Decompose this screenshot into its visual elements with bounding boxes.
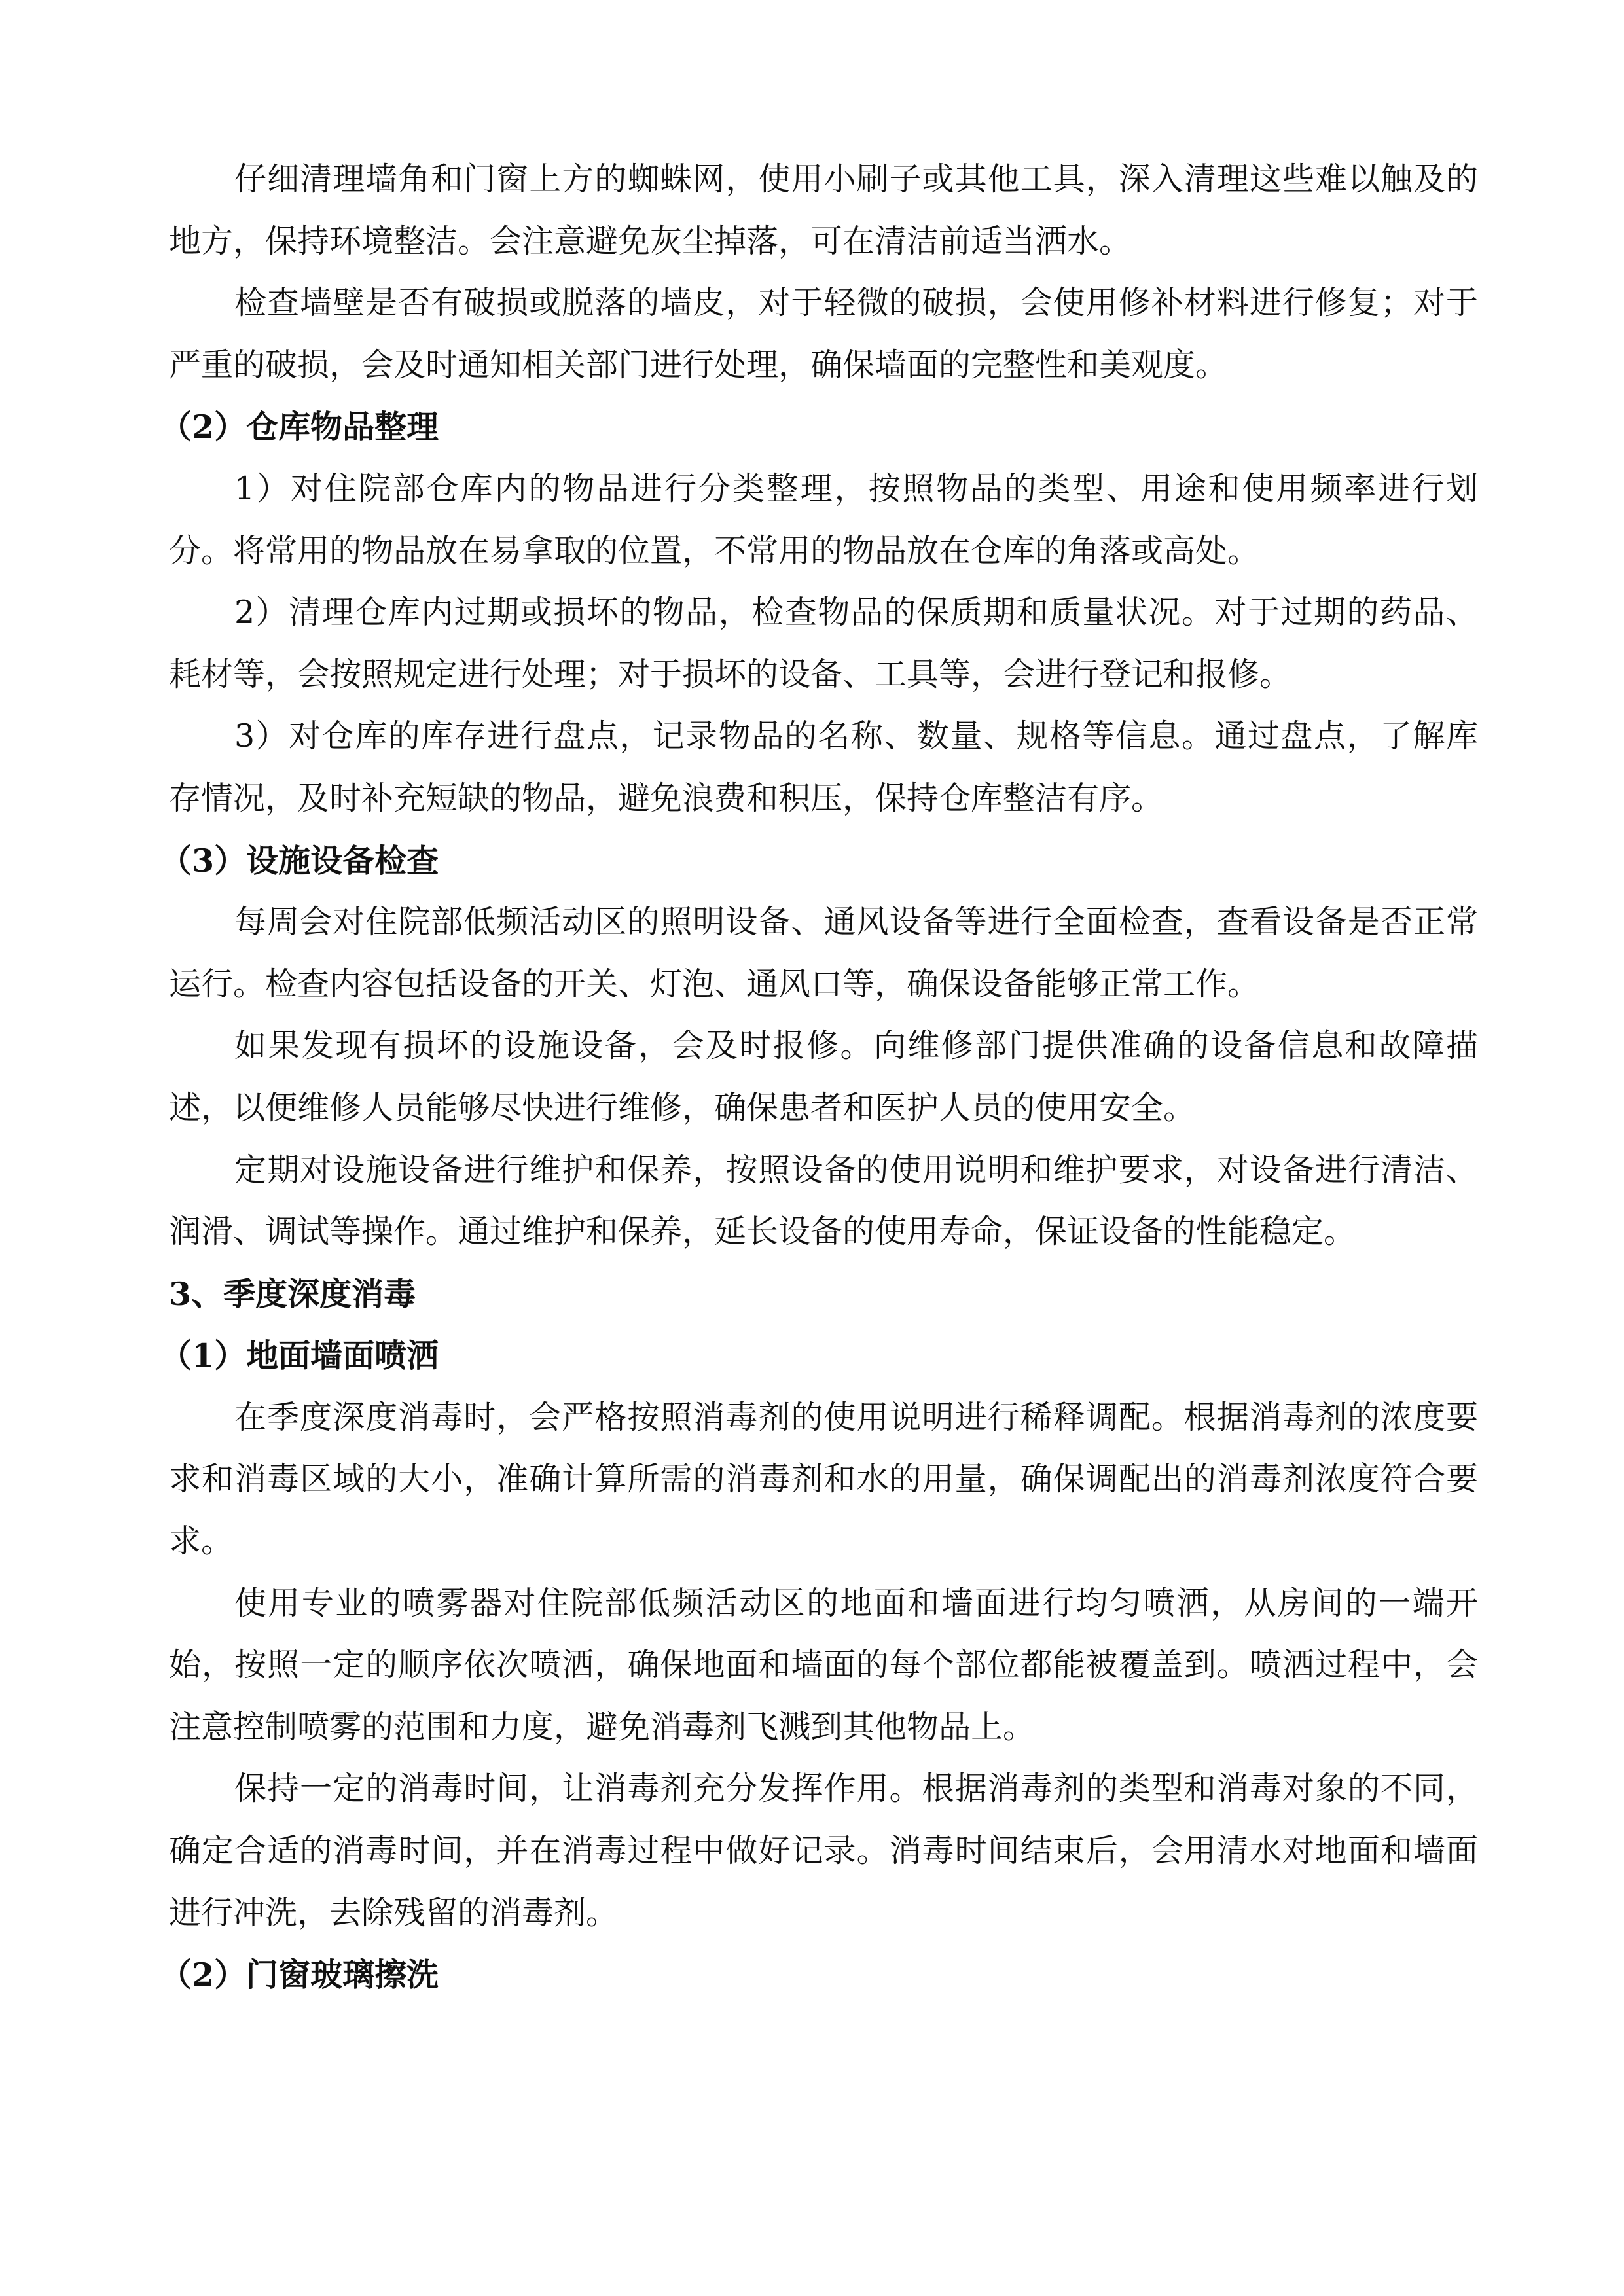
paragraph [169,272,1478,396]
paragraph-line: 润滑、调试等操作。通过维护和保养，延长设备的使用寿命，保证设备的性能稳定。 [169,1213,1356,1251]
paragraph [169,706,1478,829]
paragraph-line: 耗材等，会按照规定进行处理；对于损坏的设备、工具等，会进行登记和报修。 [169,655,1292,693]
paragraph-line: 如果发现有损坏的设施设备，会及时报修。向维修部门提供准确的设备信息和故障描 [234,1027,1478,1065]
paragraph-line: 地方，保持环境整洁。会注意避免灰尘掉落，可在清洁前适当洒水。 [169,222,1132,260]
paragraph-line: 运行。检查内容包括设备的开关、灯泡、通风口等，确保设备能够正常工作。 [169,965,1260,1003]
paragraph-line: 进行冲洗，去除残留的消毒剂。 [169,1893,619,1931]
paragraph [169,1015,1478,1139]
paragraph-line: 每周会对住院部低频活动区的照明设备、通风设备等进行全面检查，查看设备是否正常 [234,903,1478,941]
paragraph-line: 检查墙壁是否有破损或脱落的墙皮，对于轻微的破损，会使用修补材料进行修复；对于 [234,284,1478,322]
paragraph-line: 保持一定的消毒时间，让消毒剂充分发挥作用。根据消毒剂的类型和消毒对象的不同， [234,1770,1478,1808]
paragraph [169,891,1478,1015]
paragraph-line: 3）对仓库的库存进行盘点，记录物品的名称、数量、规格等信息。通过盘点，了解库 [234,717,1478,755]
paragraph-line: 2）清理仓库内过期或损坏的物品，检查物品的保质期和质量状况。对于过期的药品、 [234,594,1478,632]
paragraph [169,1758,1478,1944]
paragraph-line: 述，以便维修人员能够尽快进行维修，确保患者和医护人员的使用安全。 [169,1088,1196,1126]
document-body [160,149,1478,2006]
subsection-heading: （2）仓库物品整理 [160,408,439,446]
paragraph [169,582,1478,706]
paragraph [169,1573,1478,1759]
subsection-heading: （2）门窗玻璃擦洗 [160,1956,439,1994]
paragraph-line: 始，按照一定的顺序依次喷洒，确保地面和墙面的每个部位都能被覆盖到。喷洒过程中，会 [169,1646,1478,1684]
paragraph-line: 注意控制喷雾的范围和力度，避免消毒剂飞溅到其他物品上。 [169,1708,1036,1746]
paragraph [169,1139,1478,1263]
section-heading: 3、季度深度消毒 [169,1274,416,1313]
subsection-heading: （1）地面墙面喷洒 [160,1336,439,1375]
paragraph-line: 严重的破损，会及时通知相关部门进行处理，确保墙面的完整性和美观度。 [169,346,1228,384]
paragraph-line: 使用专业的喷雾器对住院部低频活动区的地面和墙面进行均匀喷洒，从房间的一端开 [234,1584,1478,1622]
paragraph-line: 在季度深度消毒时，会严格按照消毒剂的使用说明进行稀释调配。根据消毒剂的浓度要 [234,1398,1478,1436]
paragraph-line: 存情况，及时补充短缺的物品，避免浪费和积压，保持仓库整洁有序。 [169,779,1164,817]
paragraph-line: 求和消毒区域的大小，准确计算所需的消毒剂和水的用量，确保调配出的消毒剂浓度符合要 [169,1460,1478,1498]
paragraph [169,1387,1478,1573]
subsection-heading: （3）设施设备检查 [160,841,439,880]
paragraph-line: 定期对设施设备进行维护和保养，按照设备的使用说明和维护要求，对设备进行清洁、 [234,1151,1478,1189]
paragraph [169,458,1478,582]
paragraph-line: 确定合适的消毒时间，并在消毒过程中做好记录。消毒时间结束后，会用清水对地面和墙面 [169,1832,1478,1870]
paragraph-line: 分。将常用的物品放在易拿取的位置，不常用的物品放在仓库的角落或高处。 [169,531,1260,569]
paragraph-line: 求。 [169,1522,234,1560]
paragraph [169,149,1478,272]
paragraph-line: 1）对住院部仓库内的物品进行分类整理，按照物品的类型、用途和使用频率进行划 [234,469,1478,507]
paragraph-line: 仔细清理墙角和门窗上方的蜘蛛网，使用小刷子或其他工具，深入清理这些难以触及的 [234,160,1478,198]
